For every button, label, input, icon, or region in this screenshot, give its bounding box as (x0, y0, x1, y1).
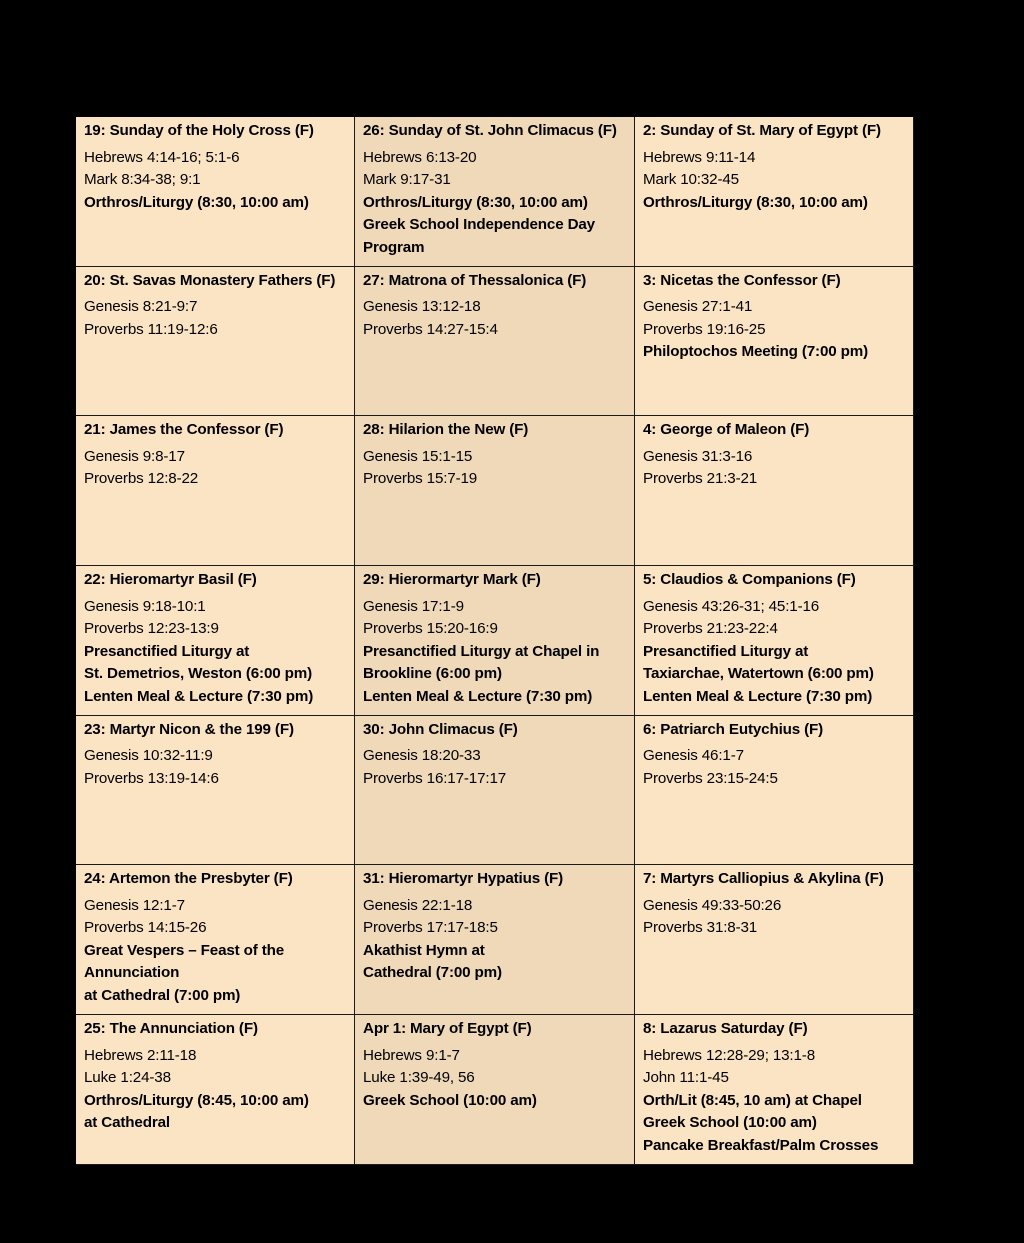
scripture-reading: Mark 8:34-38; 9:1 (84, 171, 201, 188)
scripture-reading: Proverbs 11:19-12:6 (84, 320, 218, 338)
scripture-reading: Genesis 9:8-17 (84, 447, 185, 465)
event-item: Lenten Meal & Lecture (7:30 pm) (84, 687, 314, 705)
event-item: Pancake Breakfast/Palm Crosses (643, 1136, 879, 1154)
scripture-reading: Genesis 18:20-33 (363, 747, 481, 765)
scripture-reading: Genesis 17:1-9 (363, 597, 464, 615)
scripture-reading: Genesis 13:12-18 (363, 298, 481, 316)
day-cell (635, 416, 914, 566)
scripture-reading: Proverbs 21:3-21 (643, 470, 758, 488)
day-title: 20: St. Savas Monastery Fathers (F) (84, 271, 336, 289)
day-title: 23: Martyr Nicon & the 199 (F) (84, 720, 294, 738)
scripture-reading: Hebrews 6:13-20 (363, 148, 477, 166)
day-title: 3: Nicetas the Confessor (F) (643, 271, 841, 289)
scripture-reading: Proverbs 17:17-18:5 (363, 919, 498, 937)
scripture-reading: Proverbs 15:20-16:9 (363, 620, 498, 638)
scripture-reading: Hebrews 9:1-7 (363, 1046, 460, 1064)
event-item: Orthros/Liturgy (8:30, 10:00 am) (643, 193, 868, 211)
event-item: Greek School (10:00 am) (363, 1091, 537, 1109)
event-item: Greek School Independence Day Program (363, 216, 595, 256)
day-title: 24: Artemon the Presbyter (F) (84, 870, 293, 888)
day-cell (355, 566, 635, 716)
day-cell (355, 1015, 635, 1165)
event-item: Lenten Meal & Lecture (7:30 pm) (363, 687, 593, 705)
scripture-reading: Hebrews 4:14-16; 5:1-6 (84, 148, 240, 166)
scripture-reading: Genesis 12:1-7 (84, 896, 185, 914)
day-cell (355, 267, 635, 417)
day-title: 7: Martyrs Calliopius & Akylina (F) (643, 870, 884, 888)
day-cell (635, 1015, 914, 1165)
day-cell (355, 865, 635, 1015)
day-title: Apr 1: Mary of Egypt (F) (363, 1020, 532, 1038)
day-cell (635, 716, 914, 866)
day-title: 8: Lazarus Saturday (F) (643, 1020, 808, 1038)
event-item: Akathist Hymn at Cathedral (7:00 pm) (363, 941, 502, 982)
scripture-reading: Luke 1:24-38 (84, 1069, 171, 1087)
scripture-reading: Genesis 9:18-10:1 (84, 597, 206, 615)
day-title: 22: Hieromartyr Basil (F) (84, 571, 257, 589)
day-title: 19: Sunday of the Holy Cross (F) (84, 122, 314, 139)
scripture-reading: Proverbs 16:17-17:17 (363, 769, 507, 787)
scripture-reading: Genesis 10:32-11:9 (84, 747, 213, 765)
scripture-reading: Proverbs 13:19-14:6 (84, 769, 219, 787)
day-cell (76, 267, 355, 417)
scripture-reading: Proverbs 14:27-15:4 (363, 320, 498, 338)
scripture-reading: Luke 1:39-49, 56 (363, 1069, 475, 1087)
scripture-reading: Mark 10:32-45 (643, 171, 739, 188)
event-item: Orthros/Liturgy (8:30, 10:00 am) (84, 193, 309, 211)
day-cell (76, 416, 355, 566)
scripture-reading: Proverbs 14:15-26 (84, 919, 207, 937)
day-cell (76, 1015, 355, 1165)
scripture-reading: Hebrews 9:11-14 (643, 148, 756, 166)
scripture-reading: Genesis 15:1-15 (363, 447, 473, 465)
day-cell (635, 566, 914, 716)
scripture-reading: Genesis 27:1-41 (643, 298, 753, 316)
day-cell (76, 716, 355, 866)
event-item: Orthros/Liturgy (8:30, 10:00 am) (363, 193, 588, 211)
scripture-reading: Genesis 31:3-16 (643, 447, 753, 465)
day-title: 4: George of Maleon (F) (643, 421, 810, 439)
scripture-reading: Proverbs 31:8-31 (643, 919, 758, 937)
event-item: Philoptochos Meeting (7:00 pm) (643, 343, 869, 361)
event-item: Lenten Meal & Lecture (7:30 pm) (643, 687, 873, 705)
day-cell (355, 416, 635, 566)
day-title: 21: James the Confessor (F) (84, 421, 284, 439)
scripture-reading: Genesis 46:1-7 (643, 747, 744, 765)
event-item: Presanctified Liturgy at Chapel in Brookline (6:00 pm) (363, 642, 600, 683)
day-title: 30: John Climacus (F) (363, 720, 518, 738)
day-title: 5: Claudios & Companions (F) (643, 571, 856, 589)
scripture-reading: Proverbs 19:16-25 (643, 320, 766, 338)
scripture-reading: Hebrews 12:28-29; 13:1-8 (643, 1046, 816, 1064)
scripture-reading: Genesis 8:21-9:7 (84, 298, 198, 316)
scripture-reading: John 11:1-45 (643, 1069, 729, 1087)
scripture-reading: Proverbs 15:7-19 (363, 470, 478, 488)
event-item: Presanctified Liturgy at St. Demetrios, Weston (6:00 pm) (84, 642, 312, 683)
scripture-reading: Genesis 49:33-50:26 (643, 896, 782, 914)
day-title: 2: Sunday of St. Mary of Egypt (F) (643, 122, 881, 139)
day-title: 28: Hilarion the New (F) (363, 421, 529, 439)
event-item: Presanctified Liturgy at Taxiarchae, Watertown (6:00 pm) (643, 642, 874, 683)
day-title: 29: Hierormartyr Mark (F) (363, 571, 541, 589)
day-cell (76, 117, 355, 267)
event-item: Great Vespers – Feast of the Annunciation at Cathedral (7:00 pm) (84, 941, 285, 1004)
scripture-reading: Genesis 43:26-31; 45:1-16 (643, 597, 820, 615)
day-cell (635, 865, 914, 1015)
scripture-reading: Proverbs 12:8-22 (84, 470, 199, 488)
day-cell (76, 566, 355, 716)
event-item: Greek School (10:00 am) (643, 1114, 817, 1132)
day-cell (635, 117, 914, 267)
day-cell (76, 865, 355, 1015)
day-title: 27: Matrona of Thessalonica (F) (363, 271, 587, 289)
scripture-reading: Mark 9:17-31 (363, 171, 451, 188)
scripture-reading: Genesis 22:1-18 (363, 896, 473, 914)
day-title: 6: Patriarch Eutychius (F) (643, 720, 824, 738)
scripture-reading: Proverbs 23:15-24:5 (643, 769, 778, 787)
day-cell (635, 267, 914, 417)
calendar-grid (75, 116, 913, 1165)
event-item: Orthros/Liturgy (8:45, 10:00 am) at Cathedral (84, 1091, 309, 1132)
scripture-reading: Proverbs 12:23-13:9 (84, 620, 219, 638)
day-cell (355, 716, 635, 866)
event-item: Orth/Lit (8:45, 10 am) at Chapel (643, 1091, 862, 1109)
scripture-reading: Proverbs 21:23-22:4 (643, 620, 778, 638)
day-title: 31: Hieromartyr Hypatius (F) (363, 870, 564, 888)
day-title: 26: Sunday of St. John Climacus (F) (363, 122, 617, 139)
scripture-reading: Hebrews 2:11-18 (84, 1046, 197, 1064)
day-title: 25: The Annunciation (F) (84, 1020, 258, 1038)
day-cell (355, 117, 635, 267)
